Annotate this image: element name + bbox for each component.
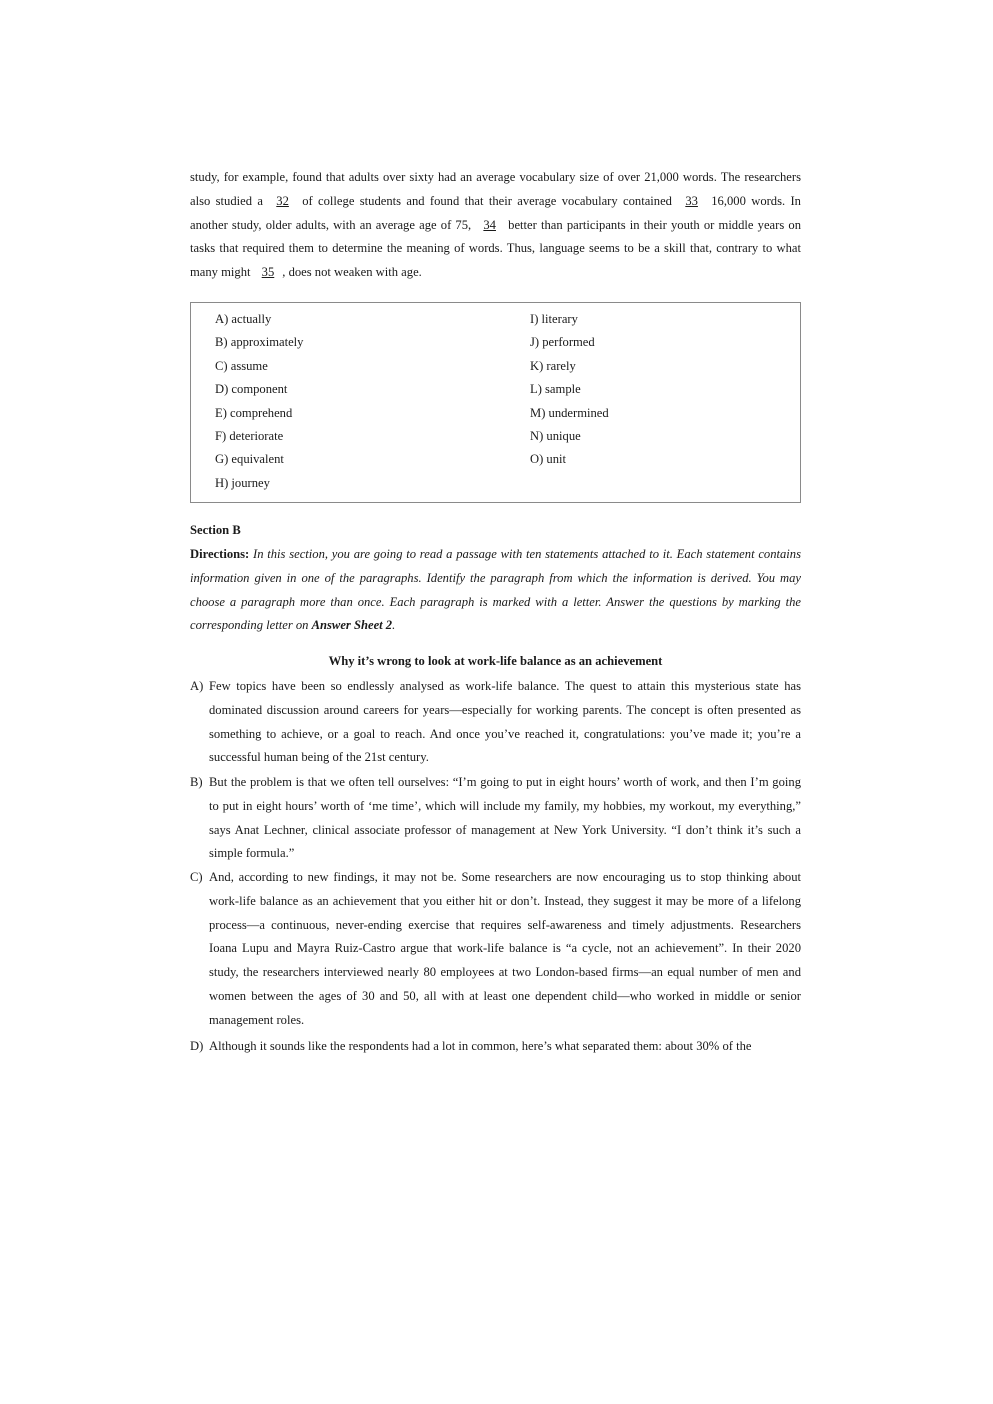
paragraph-letter: C) <box>190 870 203 884</box>
word-option: E) comprehend <box>215 405 293 420</box>
word-option: I) literary <box>530 312 578 326</box>
passage-title: Why it’s wrong to look at work-life balance as an achievement <box>328 654 663 668</box>
paragraph-letter: D) <box>190 1039 204 1053</box>
directions-label: Directions: <box>190 547 250 561</box>
answer-sheet-label: Answer Sheet 2 <box>311 618 393 633</box>
word-option: L) sample <box>530 382 581 397</box>
paragraph-letter: B) <box>190 775 203 789</box>
paragraph-text: But the problem is that we often tell ourselves: “I’m going to put in eight hours’ worth of work, and then I’m going to put in eight hours’ worth of ‘me time’, which will include my family, my hobbies, my workout, my everything,” says Anat Lechner, clinical associate professor of management at New York University. “I don’t think it’s such a simple formula.” <box>209 775 801 861</box>
blank-35: 35 <box>261 265 275 280</box>
directions-text: In this section, you are going to read a passage with ten statements attached to it. Each statement contains information given in one of the paragraphs. Identify the paragraph from which the information is derived. You may choose a paragraph more than once. Each paragraph is marked with a letter. Answer the questions by marking the corresponding letter on <box>190 547 801 633</box>
directions <box>190 543 801 638</box>
passage-text: , does not weaken with age. <box>282 265 422 280</box>
word-option: A) actually <box>215 312 272 326</box>
section-heading: Section B <box>190 523 241 537</box>
paragraph-a <box>190 675 801 770</box>
paragraph-text: Few topics have been so endlessly analysed as work-life balance. The quest to attain this mysterious state has dominated discussion around careers for years—especially for working parents. The concept is often presented as something to achieve, or a goal to reach. And once you’ve reached it, congratulations: you’ve made it; you’re a successful human being of the 21st century. <box>209 679 801 765</box>
blank-34: 34 <box>483 217 496 232</box>
word-option: F) deteriorate <box>215 428 284 443</box>
word-option: K) rarely <box>530 358 576 373</box>
paragraph-d <box>190 1035 801 1059</box>
paragraph-c <box>190 866 801 1033</box>
passage-text: study, for example, found that adults over sixty had an average vocabulary size of over 21,000 words. The researchers also studied a <box>190 170 801 208</box>
word-option: C) assume <box>215 358 268 373</box>
paragraph-text: Although it sounds like the respondents had a lot in common, here’s what separated them: about 30% of the <box>209 1039 752 1053</box>
word-option: G) equivalent <box>215 452 284 467</box>
passage-text: better than participants in their youth or middle years on tasks that required them to determine the meaning of words. Thus, language seems to be a skill that, contrary to what many might <box>190 217 802 280</box>
word-option: J) performed <box>530 335 595 350</box>
paragraph-letter: A) <box>190 679 204 693</box>
word-bank-right-column <box>530 308 609 472</box>
blank-33: 33 <box>685 193 698 208</box>
word-option: M) undermined <box>530 405 609 420</box>
passage-text: 16,000 words. In another study, older adults, with an average age of 75, <box>190 193 801 232</box>
word-option: D) component <box>215 382 288 397</box>
paragraph-b <box>190 771 801 866</box>
word-option: B) approximately <box>215 335 304 350</box>
blank-32: 32 <box>276 193 289 208</box>
word-option: O) unit <box>530 452 567 467</box>
word-option: N) unique <box>530 428 581 443</box>
cloze-passage-tail <box>190 166 801 285</box>
word-bank-box <box>190 302 801 503</box>
passage-text: of college students and found that their average vocabulary contained <box>302 193 672 208</box>
directions-period: . <box>392 618 396 633</box>
word-option: H) journey <box>215 475 270 490</box>
paragraph-text: And, according to new findings, it may not be. Some researchers are now encouraging us to stop thinking about work-life balance as an achievement that you either hit or don’t. Instead, they suggest it may be more of a lifelong process—a continuous, never-ending exercise that requires self-awareness and timely adjustments. Researchers Ioana Lupu and Mayra Ruiz-Castro argue that work-life balance is “a cycle, not an achievement”. In their 2020 study, the researchers interviewed nearly 80 employees at two London-based firms—an equal number of men and women between the ages of 30 and 50, all with at least one dependent child—who worked in middle or senior management roles. <box>209 870 801 1027</box>
word-bank-left-column <box>215 308 303 495</box>
